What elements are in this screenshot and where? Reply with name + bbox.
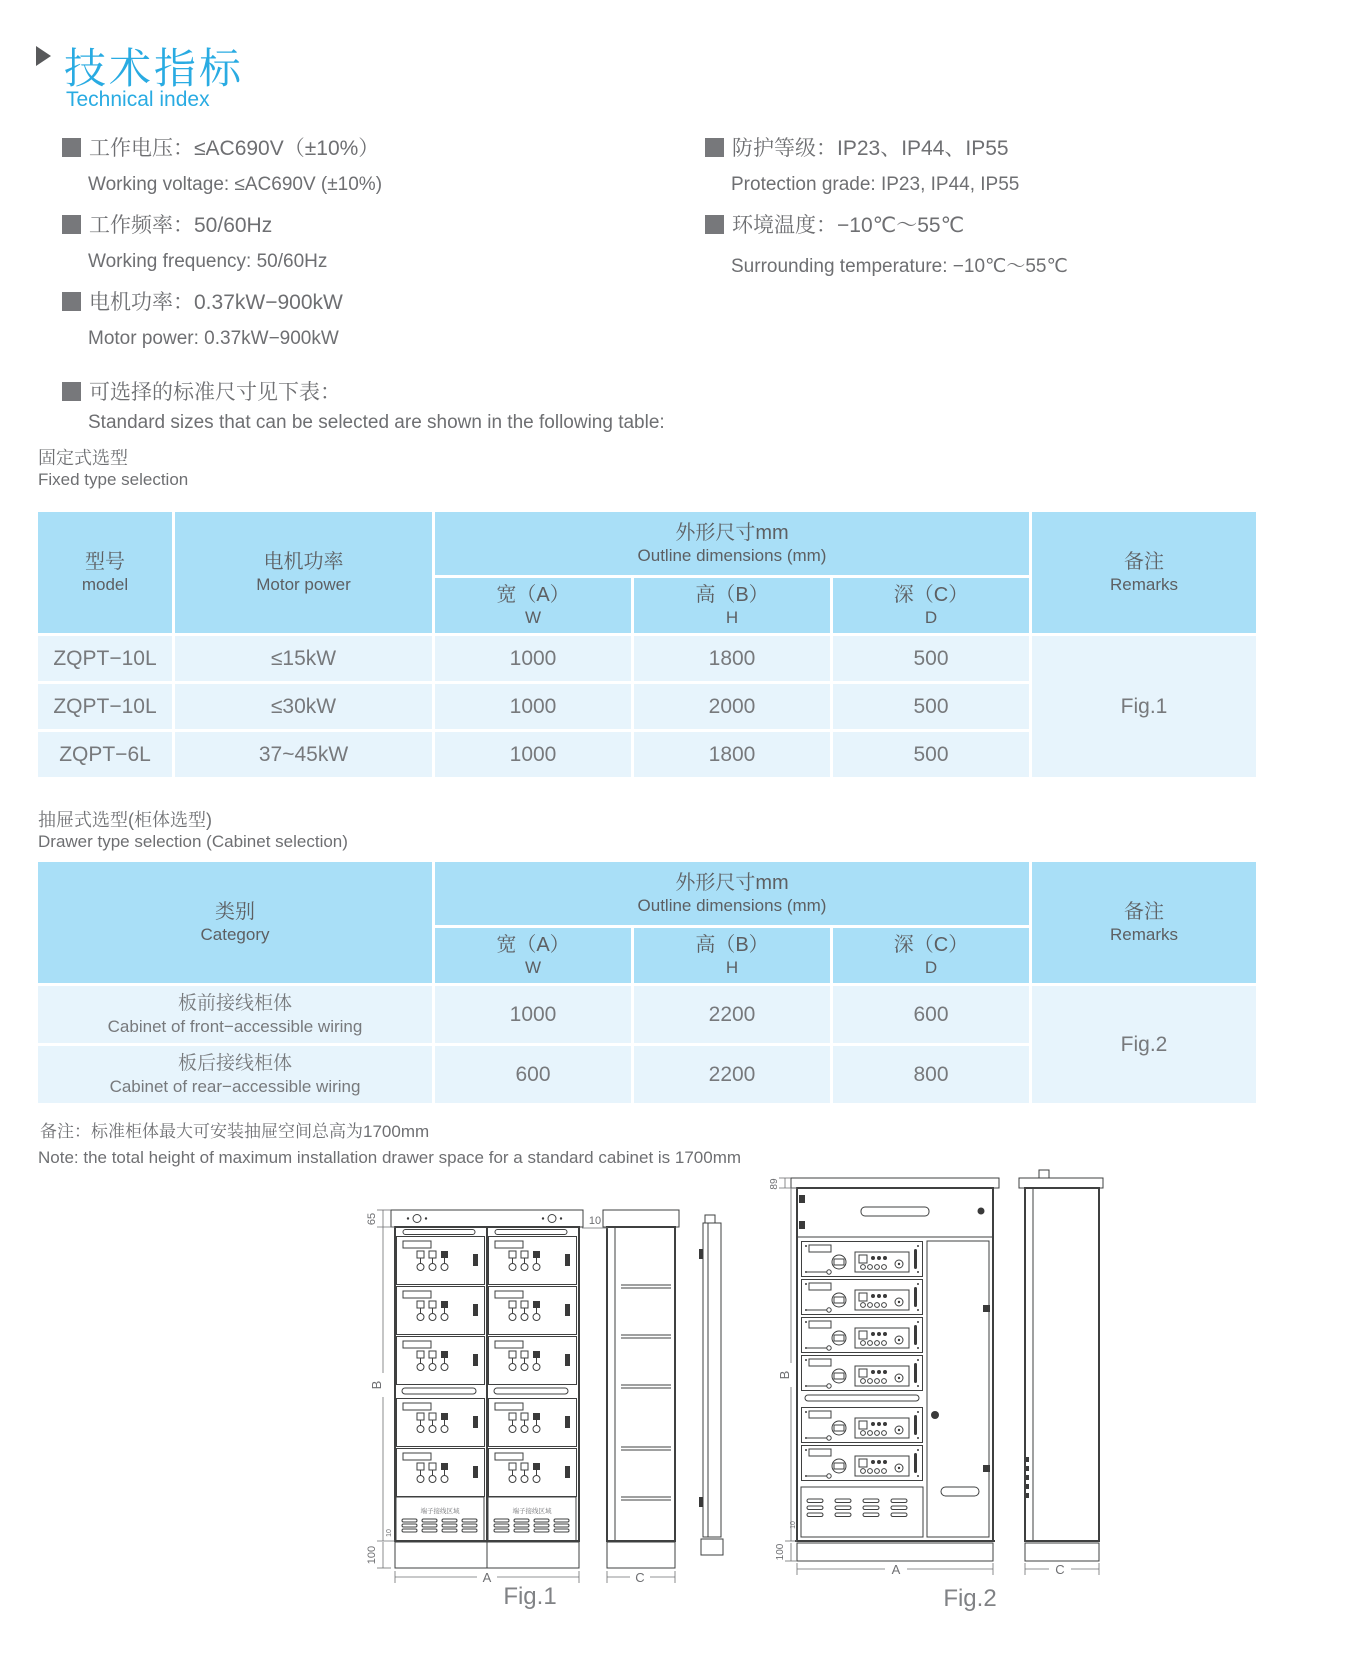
col-header-height: 高（B） H	[634, 578, 830, 633]
svg-text:10: 10	[386, 1529, 393, 1537]
drawer-type-table	[35, 859, 1259, 1106]
table-note-cn: 备注：标准柜体最大可安装抽屉空间总高为1700mm	[40, 1122, 430, 1141]
width-cell: 1000	[435, 636, 631, 681]
category-cell: 板前接线柜体 Cabinet of front−accessible wiring	[38, 986, 432, 1043]
col-header-outline-dimensions: 外形尺寸mm Outline dimensions (mm)	[435, 862, 1029, 925]
table-intro-en: Standard sizes that can be selected are shown in the following table:	[88, 412, 665, 433]
fig2-dimensions	[769, 1178, 1099, 1577]
depth-cell: 500	[833, 732, 1029, 777]
col-header-outline-dimensions: 外形尺寸mm Outline dimensions (mm)	[435, 512, 1029, 575]
power-cell: 37~45kW	[175, 732, 432, 777]
svg-text:端子接线区域: 端子接线区域	[420, 1508, 460, 1515]
col-header-remarks: 备注 Remarks	[1032, 862, 1256, 983]
height-cell: 1800	[634, 732, 830, 777]
fig1-caption: Fig.1	[503, 1583, 557, 1610]
bullet-square-icon	[62, 138, 81, 157]
svg-text:10: 10	[588, 1215, 602, 1227]
remarks-cell: Fig.1	[1032, 636, 1256, 777]
col-header-depth: 深（C） D	[833, 578, 1029, 633]
page-subtitle: Technical index	[66, 88, 210, 111]
depth-cell: 600	[833, 986, 1029, 1043]
spec-motor-power-cn: 电机功率：0.37kW−900kW	[62, 286, 343, 316]
height-cell: 2000	[634, 684, 830, 729]
fig2-technical-drawing	[695, 1165, 1110, 1585]
spec-frequency-cn: 工作频率：50/60Hz	[62, 209, 272, 239]
col-header-category: 类别 Category	[38, 862, 432, 983]
fixed-section-label-en: Fixed type selection	[38, 470, 189, 489]
model-cell: ZQPT−10L	[38, 636, 172, 681]
fixed-section-label-cn: 固定式选型	[38, 448, 128, 468]
col-header-motor-power: 电机功率 Motor power	[175, 512, 432, 633]
spec-temperature-en: Surrounding temperature: −10℃～55℃	[731, 256, 1068, 277]
drawer-section-label-cn: 抽屉式选型(柜体选型)	[38, 810, 212, 830]
depth-cell: 500	[833, 636, 1029, 681]
height-cell: 2200	[634, 986, 830, 1043]
svg-text:100: 100	[775, 1543, 786, 1561]
remarks-cell: Fig.2	[1032, 986, 1256, 1103]
depth-cell: 500	[833, 684, 1029, 729]
spec-voltage-en: Working voltage: ≤AC690V (±10%)	[88, 174, 383, 195]
category-cell: 板后接线柜体 Cabinet of rear−accessible wiring	[38, 1046, 432, 1103]
spec-protection-cn: 防护等级：IP23、IP44、IP55	[705, 132, 1009, 162]
fixed-type-table	[35, 509, 1259, 780]
model-cell: ZQPT−10L	[38, 684, 172, 729]
svg-text:89: 89	[769, 1178, 780, 1190]
table-row	[38, 636, 1256, 681]
svg-text:C: C	[1055, 1562, 1065, 1577]
bullet-square-icon	[705, 215, 724, 234]
col-header-height: 高（B） H	[634, 928, 830, 983]
table-note-en: Note: the total height of maximum installation drawer space for a standard cabinet is 1700mm	[38, 1148, 742, 1167]
svg-text:10: 10	[790, 1521, 797, 1529]
bullet-square-icon	[62, 382, 81, 401]
svg-text:端子接线区域: 端子接线区域	[512, 1508, 552, 1515]
svg-text:B: B	[369, 1380, 384, 1390]
svg-text:65: 65	[366, 1212, 378, 1226]
svg-text:A: A	[482, 1570, 492, 1585]
bullet-square-icon	[62, 292, 81, 311]
page-title: 技术指标	[64, 45, 245, 92]
spec-frequency-en: Working frequency: 50/60Hz	[88, 251, 328, 272]
spec-motor-power-en: Motor power: 0.37kW−900kW	[88, 328, 339, 349]
fig2-caption: Fig.2	[943, 1585, 997, 1612]
bullet-square-icon	[705, 138, 724, 157]
col-header-depth: 深（C） D	[833, 928, 1029, 983]
power-cell: ≤30kW	[175, 684, 432, 729]
fig1-front-view	[391, 1210, 583, 1568]
depth-cell: 800	[833, 1046, 1029, 1103]
col-header-model: 型号 model	[38, 512, 172, 633]
col-header-width: 宽（A） W	[435, 578, 631, 633]
bullet-square-icon	[62, 215, 81, 234]
col-header-width: 宽（A） W	[435, 928, 631, 983]
svg-text:100: 100	[366, 1545, 378, 1565]
section-arrow-icon	[36, 46, 51, 66]
spec-voltage-cn: 工作电压：≤AC690V（±10%）	[62, 132, 379, 162]
svg-text:B: B	[777, 1370, 792, 1380]
fig2-front-view	[791, 1178, 999, 1561]
model-cell: ZQPT−6L	[38, 732, 172, 777]
width-cell: 1000	[435, 732, 631, 777]
width-cell: 1000	[435, 684, 631, 729]
spec-protection-en: Protection grade: IP23, IP44, IP55	[731, 174, 1020, 195]
fig1-side-view	[603, 1210, 679, 1568]
svg-text:A: A	[891, 1562, 901, 1577]
spec-temperature-cn: 环境温度：−10℃～55℃	[705, 209, 964, 239]
width-cell: 1000	[435, 986, 631, 1043]
fig2-side-view	[1019, 1170, 1103, 1561]
drawer-section-label-en: Drawer type selection (Cabinet selection)	[38, 832, 348, 851]
svg-text:C: C	[635, 1570, 645, 1585]
table-intro-cn: 可选择的标准尺寸见下表：	[62, 376, 341, 406]
width-cell: 600	[435, 1046, 631, 1103]
height-cell: 2200	[634, 1046, 830, 1103]
fig1-technical-drawing	[345, 1195, 695, 1590]
table-row	[38, 986, 1256, 1043]
col-header-remarks: 备注 Remarks	[1032, 512, 1256, 633]
fig2-left-profile	[699, 1215, 723, 1555]
power-cell: ≤15kW	[175, 636, 432, 681]
height-cell: 1800	[634, 636, 830, 681]
